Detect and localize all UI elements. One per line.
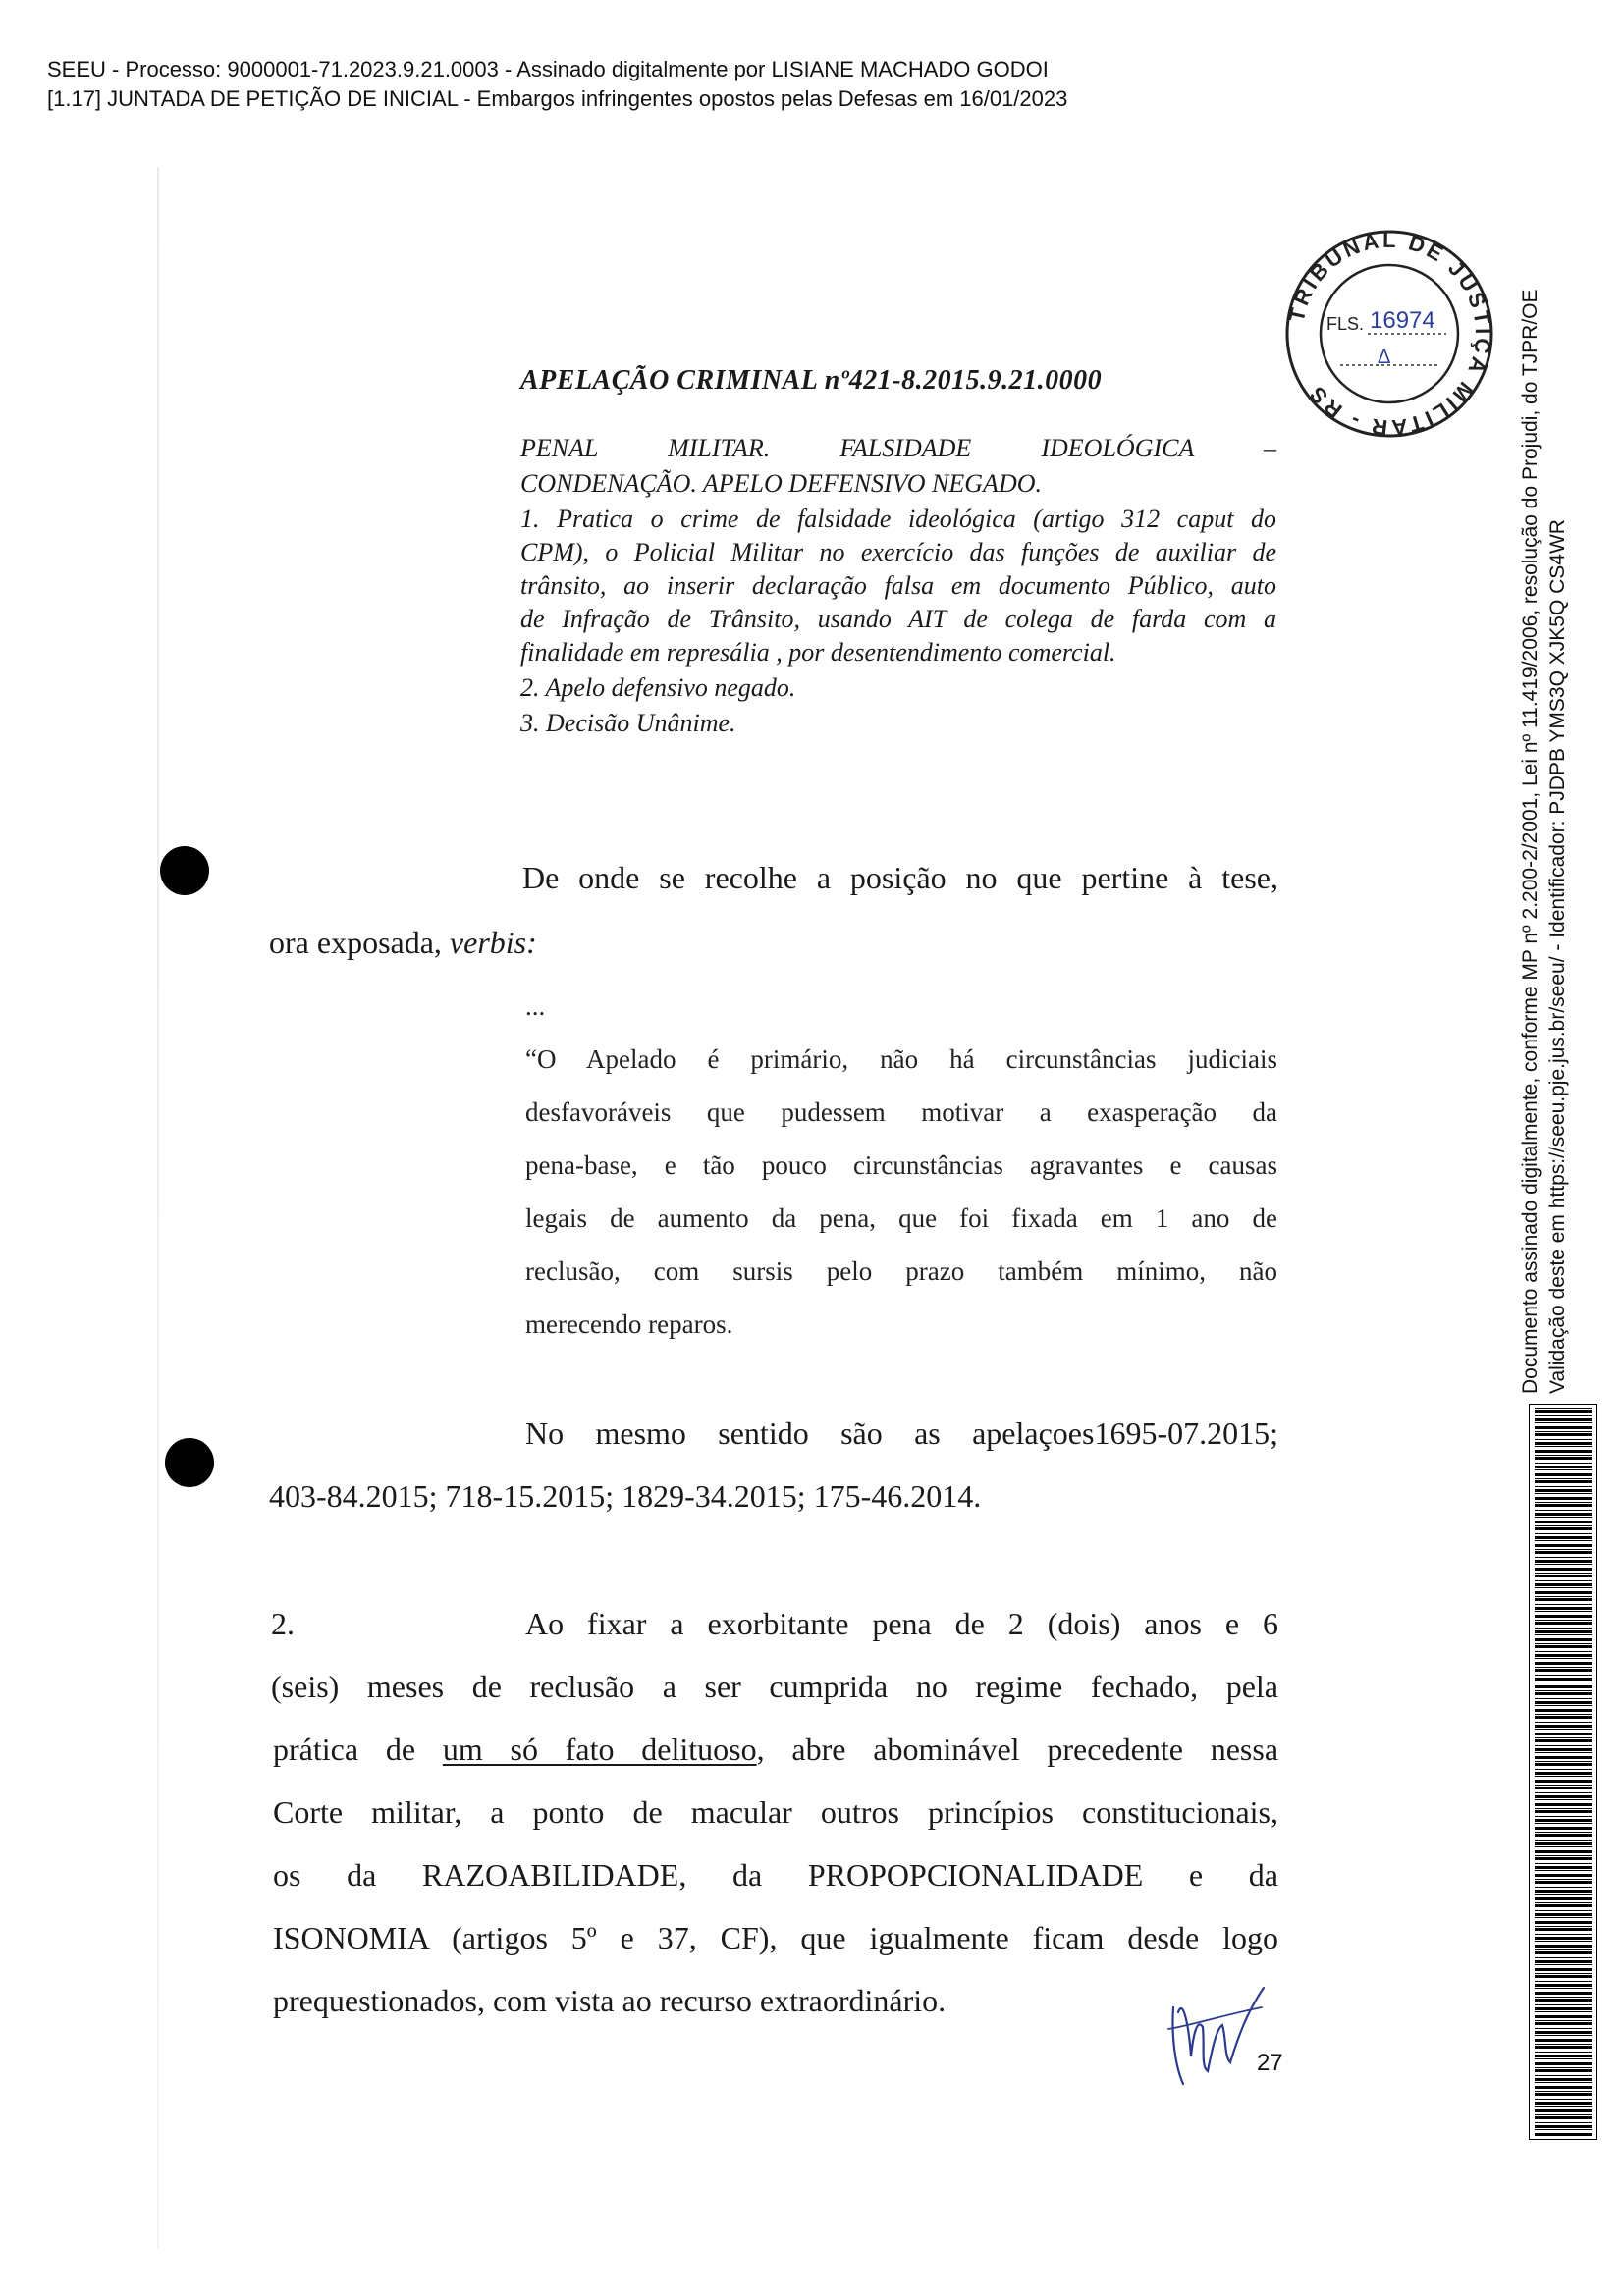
- body-paragraph-line: prequestionados, com vista ao recurso extraordinário.: [273, 1983, 947, 2018]
- barcode-stripe: [1535, 1463, 1592, 1464]
- hole-punch-mark: [160, 846, 209, 895]
- header-petition-line: [1.17] JUNTADA DE PETIÇÃO DE INICIAL - Embargos infringentes opostos pelas Defesas em 16/01/2023: [47, 86, 1068, 111]
- barcode-stripe: [1535, 1904, 1592, 1907]
- body-paragraph-line: (seis) meses de reclusão a ser cumprida no regime fechado, pela: [271, 1669, 1278, 1704]
- barcode-stripe: [1535, 1651, 1592, 1652]
- barcode-stripe: [1535, 1587, 1592, 1588]
- barcode-stripe: [1535, 2007, 1592, 2010]
- barcode-stripe: [1535, 1615, 1592, 1618]
- barcode-stripe: [1535, 2058, 1592, 2059]
- body-paragraph-line: No mesmo sentido são as apelaçoes1695-07.2015;: [525, 1415, 1278, 1451]
- barcode-stripe: [1535, 1493, 1592, 1494]
- barcode-stripe: [1535, 1960, 1592, 1963]
- barcode-stripe: [1535, 2129, 1592, 2130]
- barcode-stripe: [1535, 1832, 1592, 1833]
- barcode-stripe: [1535, 1748, 1592, 1751]
- barcode-stripe: [1535, 1795, 1592, 1798]
- barcode-stripe: [1535, 2122, 1592, 2123]
- svg-text:TRIBUNAL DE JUSTIÇA MILITAR -: [1284, 228, 1495, 440]
- barcode-stripe: [1535, 1799, 1592, 1800]
- barcode-stripe: [1535, 1772, 1592, 1775]
- barcode-stripe: [1535, 2020, 1592, 2021]
- barcode-stripe: [1535, 1415, 1592, 1416]
- barcode-stripe: [1535, 2109, 1592, 2112]
- barcode-stripe: [1535, 2069, 1592, 2072]
- stamp-ring-text: TRIBUNAL DE JUSTIÇA MILITAR - RS: [1283, 227, 1496, 441]
- barcode-stripe: [1535, 1455, 1592, 1456]
- barcode-stripe: [1535, 2091, 1592, 2092]
- barcode-stripe: [1535, 1551, 1592, 1554]
- barcode-stripe: [1535, 1502, 1592, 1503]
- barcode-stripe: [1535, 1752, 1592, 1753]
- barcode-stripe: [1535, 2015, 1592, 2018]
- barcode-stripe: [1535, 1840, 1592, 1841]
- barcode-stripe: [1535, 1803, 1592, 1806]
- body-paragraph-line: prática de um só fato delituoso, abre abominável precedente nessa: [273, 1732, 1279, 1767]
- barcode-stripe: [1535, 1787, 1592, 1789]
- ementa-line: 1. Pratica o crime de falsidade ideológica (artigo 312 caput do: [520, 505, 1276, 533]
- barcode-stripe: [1535, 1678, 1592, 1681]
- barcode-stripe: [1535, 1769, 1592, 1770]
- barcode-stripe: [1535, 1725, 1592, 1728]
- barcode-stripe: [1535, 2035, 1592, 2036]
- ementa-line: CONDENAÇÃO. APELO DEFENSIVO NEGADO.: [520, 469, 1042, 498]
- ementa-line: 3. Decisão Unânime.: [520, 709, 736, 737]
- body-paragraph-line: Ao fixar a exorbitante pena de 2 (dois) anos e 6: [525, 1606, 1278, 1641]
- barcode-stripe: [1535, 2075, 1592, 2076]
- scan-edge-shadow: [157, 167, 159, 2248]
- barcode-stripe: [1535, 1823, 1592, 1824]
- barcode-stripe: [1535, 1780, 1592, 1783]
- barcode-stripe: [1535, 1504, 1592, 1507]
- barcode-stripe: [1535, 1560, 1592, 1563]
- barcode-stripe: [1535, 1921, 1592, 1924]
- barcode-stripe: [1535, 1628, 1592, 1629]
- barcode-stripe: [1535, 1874, 1592, 1877]
- barcode-stripe: [1535, 1761, 1592, 1762]
- barcode-stripe: [1535, 2011, 1592, 2012]
- barcode-stripe: [1535, 1701, 1592, 1704]
- quote-ellipsis: ...: [525, 991, 546, 1021]
- ementa-line: 2. Apelo defensivo negado.: [520, 673, 796, 702]
- barcode-stripe: [1535, 1510, 1592, 1511]
- barcode-stripe: [1535, 1705, 1592, 1706]
- barcode-stripe: [1535, 1478, 1592, 1479]
- barcode-stripe: [1535, 1709, 1592, 1712]
- barcode-stripe: [1535, 2004, 1592, 2005]
- barcode-stripe: [1535, 1928, 1592, 1931]
- sidebar-signature-text: Documento assinado digitalmente, conforme MP nº 2.200-2/2001, Lei nº 11.419/2006, resolução do Projudi, do TJPR/OE: [1519, 289, 1542, 1394]
- barcode-stripe: [1535, 1999, 1592, 2002]
- barcode-stripe: [1535, 1902, 1592, 1903]
- barcode-stripe: [1535, 1607, 1592, 1610]
- barcode-stripe: [1535, 1842, 1592, 1845]
- barcode-stripe: [1535, 1583, 1592, 1586]
- barcode-stripe: [1535, 1568, 1592, 1571]
- barcode-stripe: [1535, 2133, 1592, 2136]
- barcode-stripe: [1535, 1887, 1592, 1888]
- barcode-stripe: [1535, 1910, 1592, 1911]
- verbis-italic: verbis:: [449, 925, 537, 960]
- barcode-stripe: [1535, 1984, 1592, 1987]
- barcode-stripe: [1535, 1473, 1592, 1476]
- barcode-stripe: [1535, 1692, 1592, 1695]
- barcode-stripe: [1535, 1785, 1592, 1786]
- barcode-stripe: [1535, 1964, 1592, 1965]
- barcode-stripe: [1535, 2039, 1592, 2042]
- barcode-stripe: [1535, 1763, 1592, 1766]
- barcode-stripe: [1535, 1431, 1592, 1432]
- barcode-stripe: [1535, 1729, 1592, 1730]
- ementa-line: finalidade em represália , por desentendimento comercial.: [520, 638, 1116, 667]
- barcode-stripe: [1535, 2106, 1592, 2107]
- barcode-stripe: [1535, 2031, 1592, 2034]
- barcode-stripe: [1535, 1716, 1592, 1719]
- barcode-stripe: [1535, 1988, 1592, 1989]
- ementa-line: de Infração de Trânsito, usando AIT de colega de farda com a: [520, 605, 1276, 633]
- barcode-stripe: [1535, 1433, 1592, 1436]
- barcode-stripe: [1535, 1591, 1592, 1594]
- ementa-line: PENAL MILITAR. FALSIDADE IDEOLÓGICA –: [520, 434, 1276, 462]
- barcode-stripe: [1535, 1564, 1592, 1565]
- barcode-stripe: [1535, 1870, 1592, 1871]
- barcode-stripe: [1535, 1517, 1592, 1518]
- barcode-stripe: [1535, 1611, 1592, 1612]
- barcode-stripe: [1535, 1810, 1592, 1813]
- barcode-stripe: [1535, 1834, 1592, 1837]
- barcode-stripe: [1535, 1739, 1592, 1742]
- barcode-stripe: [1535, 2052, 1592, 2053]
- barcode-stripe: [1535, 1540, 1592, 1541]
- barcode-stripe: [1535, 2028, 1592, 2029]
- barcode-stripe: [1535, 1890, 1592, 1893]
- barcode-stripe: [1535, 1654, 1592, 1657]
- barcode-stripe: [1535, 1827, 1592, 1830]
- barcode-stripe: [1535, 1634, 1592, 1635]
- barcode-stripe: [1535, 1457, 1592, 1460]
- header-process-line: SEEU - Processo: 9000001-71.2023.9.21.0003 - Assinado digitalmente por LISIANE MACHADO GODOI: [47, 57, 1049, 81]
- barcode-stripe: [1535, 1937, 1592, 1940]
- barcode-stripe: [1535, 1669, 1592, 1672]
- barcode-stripe: [1535, 2062, 1592, 2065]
- barcode-stripe: [1535, 1941, 1592, 1942]
- barcode-stripe: [1535, 1819, 1592, 1822]
- barcode-stripe: [1535, 1690, 1592, 1691]
- barcode-stripe: [1535, 1418, 1592, 1421]
- hole-punch-mark: [165, 1438, 214, 1487]
- document-header: [47, 55, 1067, 114]
- body-paragraph-line: os da RAZOABILIDADE, da PROPOPCIONALIDADE e da: [273, 1857, 1278, 1893]
- ementa-line: trânsito, ao inserir declaração falsa em documento Público, auto: [520, 571, 1276, 600]
- barcode-stripe: [1535, 1410, 1592, 1413]
- barcode-stripe: [1535, 1442, 1592, 1445]
- barcode-stripe: [1535, 2099, 1592, 2100]
- barcode-stripe: [1535, 1549, 1592, 1550]
- barcode-stripe: [1535, 1897, 1592, 1900]
- barcode-stripe: [1535, 1598, 1592, 1601]
- barcode-stripe: [1535, 1497, 1592, 1500]
- barcode-stripe: [1535, 1949, 1592, 1950]
- barcode-stripe: [1535, 1894, 1592, 1895]
- barcode-stripe: [1535, 1446, 1592, 1447]
- quote-line: pena-base, e tão pouco circunstâncias agravantes e causas: [525, 1150, 1277, 1180]
- barcode-stripe: [1535, 2116, 1592, 2119]
- barcode-stripe: [1535, 1776, 1592, 1777]
- barcode-stripe: [1535, 1573, 1592, 1574]
- barcode-stripe: [1535, 1846, 1592, 1847]
- barcode-stripe: [1535, 1486, 1592, 1487]
- barcode-stripe: [1535, 1792, 1592, 1793]
- barcode-stripe: [1535, 1536, 1592, 1539]
- barcode-stripe: [1535, 1466, 1592, 1468]
- barcode-stripe: [1535, 1533, 1592, 1534]
- barcode-stripe: [1535, 1544, 1592, 1547]
- barcode-stripe: [1535, 1439, 1592, 1440]
- barcode-stripe: [1535, 1527, 1592, 1530]
- barcode-stripe: [1535, 1675, 1592, 1676]
- barcode-stripe: [1535, 1469, 1592, 1470]
- body-paragraph-line: ora exposada, verbis:: [269, 925, 537, 960]
- page-number: 27: [1257, 2050, 1283, 2076]
- barcode-stripe: [1535, 2044, 1592, 2045]
- barcode-stripe: [1535, 1450, 1592, 1453]
- barcode-stripe: [1535, 2102, 1592, 2105]
- quote-line: “O Apelado é primário, não há circunstâncias judiciais: [525, 1044, 1277, 1074]
- body-paragraph-line: De onde se recolhe a posição no que pertine à tese,: [522, 860, 1278, 895]
- body-paragraph-line: 403-84.2015; 718-15.2015; 1829-34.2015; 175-46.2014.: [269, 1478, 982, 1514]
- barcode-stripe: [1535, 2067, 1592, 2068]
- barcode-stripe: [1535, 1745, 1592, 1746]
- barcode-stripe: [1535, 1525, 1592, 1526]
- quote-line: legais de aumento da pena, que foi fixada em 1 ano de: [525, 1203, 1277, 1233]
- barcode-stripe: [1535, 1913, 1592, 1916]
- barcode-stripe: [1535, 2055, 1592, 2057]
- barcode-stripe: [1535, 1685, 1592, 1688]
- barcode-stripe: [1535, 1863, 1592, 1864]
- barcode-stripe: [1535, 1643, 1592, 1644]
- barcode-stripe: [1535, 1596, 1592, 1597]
- stamp-initial: Δ: [1378, 347, 1391, 368]
- barcode-stripe: [1535, 1489, 1592, 1492]
- underlined-phrase: um só fato delituoso: [442, 1732, 757, 1767]
- barcode-stripe: [1535, 1620, 1592, 1621]
- quote-line: desfavoráveis que pudessem motivar a exasperação da: [525, 1097, 1277, 1127]
- body-paragraph-line: Corte militar, a ponto de macular outros princípios constitucionais,: [273, 1794, 1278, 1830]
- barcode-stripe: [1535, 1480, 1592, 1483]
- barcode-stripe: [1535, 1662, 1592, 1665]
- barcode-stripe: [1535, 1722, 1592, 1723]
- barcode-stripe: [1535, 1997, 1592, 1998]
- barcode-stripe: [1535, 1981, 1592, 1982]
- barcode-stripe: [1535, 2046, 1592, 2049]
- barcode-stripe: [1535, 1521, 1592, 1523]
- sidebar-validation-text: Validação deste em https://seeu.pje.jus.br/seeu/ - Identificador: PJDPB YMS3Q XJK5Q CS4WR: [1546, 519, 1569, 1394]
- court-stamp-seal: [1281, 226, 1497, 442]
- barcode-stripe: [1535, 1934, 1592, 1935]
- barcode-stripe: [1535, 1808, 1592, 1809]
- barcode-stripe: [1535, 1580, 1592, 1581]
- barcode-stripe: [1535, 1975, 1592, 1978]
- barcode-stripe: [1535, 2086, 1592, 2089]
- barcode-stripe: [1535, 1422, 1592, 1423]
- paragraph-number: 2.: [271, 1606, 295, 1641]
- barcode-stripe: [1535, 1957, 1592, 1958]
- barcode-stripe: [1535, 1816, 1592, 1817]
- barcode-stripe: [1535, 1737, 1592, 1738]
- barcode-stripe: [1535, 1714, 1592, 1715]
- ementa-line: CPM), o Policial Militar no exercício das funções de auxiliar de: [520, 538, 1276, 566]
- stamp-fls-number: 16974: [1370, 307, 1435, 334]
- barcode-stripe: [1535, 1857, 1592, 1860]
- barcode-stripe: [1535, 1698, 1592, 1699]
- barcode-stripe: [1535, 1881, 1592, 1884]
- barcode-stripe: [1535, 2022, 1592, 2025]
- body-paragraph-line: ISONOMIA (artigos 5º e 37, CF), que igualmente ficam desde logo: [273, 1920, 1278, 1955]
- barcode-stripe: [1535, 1658, 1592, 1659]
- barcode-stripe: [1535, 1645, 1592, 1648]
- barcode-stripe: [1535, 2078, 1592, 2081]
- barcode-stripe: [1535, 1638, 1592, 1641]
- barcode-stripe: [1535, 1945, 1592, 1948]
- barcode-stripe: [1535, 2125, 1592, 2128]
- barcode-icon: [1529, 1404, 1597, 2140]
- barcode-stripe: [1535, 1622, 1592, 1625]
- ementa-title: APELAÇÃO CRIMINAL nº421-8.2015.9.21.0000: [520, 365, 1103, 396]
- barcode-stripe: [1535, 1917, 1592, 1918]
- barcode-stripe: [1535, 2093, 1592, 2096]
- barcode-stripe: [1535, 1756, 1592, 1759]
- barcode-stripe: [1535, 1973, 1592, 1974]
- barcode-stripe: [1535, 1513, 1592, 1516]
- quote-line: reclusão, com sursis pelo prazo também mínimo, não: [525, 1256, 1277, 1286]
- barcode-stripe: [1535, 1992, 1592, 1995]
- barcode-stripe: [1535, 1879, 1592, 1880]
- barcode-stripe: [1535, 1557, 1592, 1558]
- stamp-fls-label: FLS.: [1326, 314, 1365, 334]
- barcode-stripe: [1535, 1408, 1592, 1409]
- barcode-stripe: [1535, 1604, 1592, 1605]
- barcode-stripe: [1535, 1426, 1592, 1429]
- barcode-stripe: [1535, 1850, 1592, 1853]
- barcode-stripe: [1535, 1926, 1592, 1927]
- barcode-stripe: [1535, 2082, 1592, 2083]
- barcode-stripe: [1535, 1630, 1592, 1633]
- barcode-stripe: [1535, 1866, 1592, 1869]
- quote-line: merecendo reparos.: [525, 1309, 733, 1339]
- barcode-stripe: [1535, 1968, 1592, 1971]
- barcode-stripe: [1535, 1733, 1592, 1735]
- barcode-stripe: [1535, 2114, 1592, 2115]
- barcode-stripe: [1535, 1855, 1592, 1856]
- barcode-stripe: [1535, 1667, 1592, 1668]
- barcode-stripe: [1535, 1951, 1592, 1954]
- barcode-stripe: [1535, 1575, 1592, 1577]
